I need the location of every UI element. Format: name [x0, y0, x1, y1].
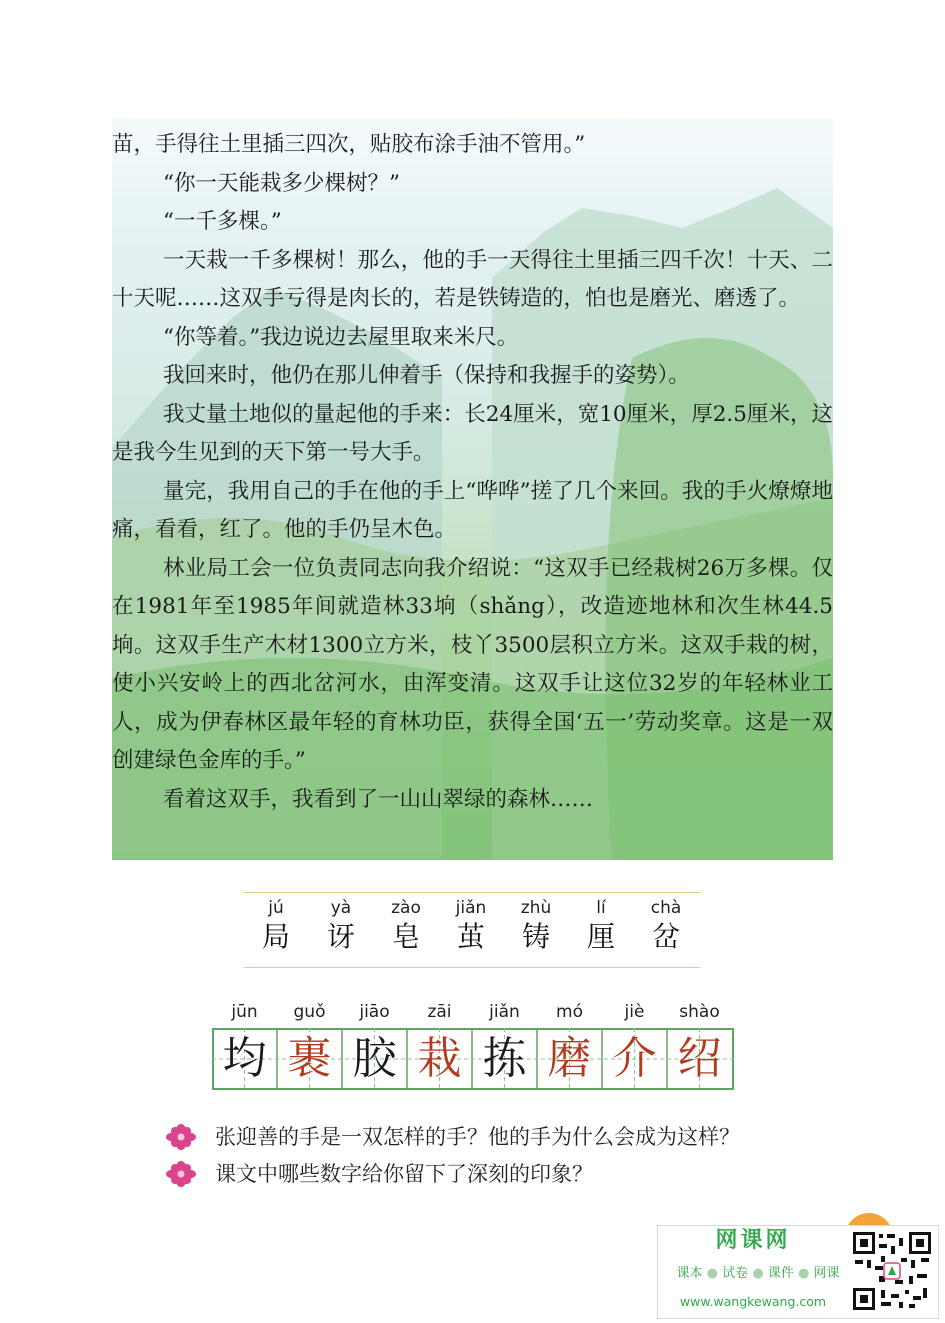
read-word-pinyin: chà	[650, 898, 682, 918]
read-words-strip	[244, 892, 700, 968]
write-word-pinyin	[472, 998, 537, 1026]
write-word-pinyin-text: zāi	[427, 1002, 452, 1022]
watermark-tag: 课件	[767, 1266, 794, 1281]
write-word-char: 胶	[352, 1033, 397, 1084]
read-word-pinyin: yà	[330, 898, 352, 918]
story-paragraph: 看着这双手，我看到了一山山翠绿的森林……	[163, 786, 594, 812]
write-word-pinyin	[537, 998, 602, 1026]
story-paragraph: 苗，手得往土里插三四次，贴胶布涂手油不管用。”	[112, 132, 586, 157]
read-word-char: 讶	[326, 920, 355, 953]
story-text	[112, 126, 833, 819]
story-paragraph: “一千多棵。”	[163, 209, 282, 234]
read-word-pinyin: lí	[596, 898, 606, 918]
write-word-char: 栽	[417, 1033, 462, 1084]
read-word	[246, 897, 306, 955]
write-word-char: 介	[612, 1033, 657, 1084]
write-word-char: 裹	[287, 1033, 332, 1084]
read-word	[311, 897, 371, 955]
watermark-tag: 课本	[676, 1266, 703, 1281]
write-word-pinyin-text: guǒ	[293, 1002, 326, 1022]
read-word-pinyin: jú	[268, 898, 284, 918]
qr-code-icon	[851, 1230, 933, 1312]
read-word-pinyin: zào	[391, 898, 421, 918]
write-word-pinyin	[342, 998, 407, 1026]
watermark-tags	[668, 1264, 848, 1284]
read-word-char: 茧	[456, 920, 485, 953]
write-word-pinyin	[407, 998, 472, 1026]
watermark-brand: 网课网	[715, 1228, 791, 1253]
story-paragraph: 我丈量土地似的量起他的手来：长24厘米，宽10厘米，厚2.5厘米，这是我今生见到的天下第一号大手。	[112, 401, 833, 465]
read-word	[506, 897, 566, 955]
write-word-char: 磨	[547, 1033, 592, 1084]
separator-dot-icon: ●	[752, 1266, 764, 1281]
write-word-pinyin-text: jūn	[231, 1002, 258, 1022]
question-text: 张迎善的手是一双怎样的手？他的手为什么会成为这样？	[215, 1125, 740, 1149]
write-word-pinyin	[212, 998, 277, 1026]
story-paragraph: 林业局工会一位负责同志向我介绍说：“这双手已经栽树26万多棵。仅在1981年至1985年间就造林33垧（shǎng），改造迹地林和次生林44.5垧。这双手生产木材1300立方米，枝丫3500层积立方米。这双手栽的树，使小兴安岭上的西北岔河水，由浑变清。这双手让这位32岁的年轻林业工人，成为伊春林区最年轻的育林功臣，获得全国‘五一’劳动奖章。这是一双创建绿色金库的手。”	[112, 555, 833, 773]
story-paragraph: 一天栽一千多棵树！那么，他的手一天得往土里插三四千次！十天、二十天呢……这双手亏得是肉长的，若是铁铸造的，怕也是磨光、磨透了。	[112, 247, 833, 311]
read-word-char: 厘	[586, 920, 615, 953]
write-word-pinyin-text: jiè	[624, 1002, 645, 1022]
watermark-tag: 网课	[813, 1266, 840, 1281]
write-word-pinyin-text: mó	[556, 1002, 583, 1022]
separator-dot-icon: ●	[706, 1266, 719, 1281]
write-word-pinyin	[667, 998, 732, 1026]
read-word	[441, 897, 501, 955]
write-word-pinyin	[602, 998, 667, 1026]
write-words-grid	[212, 998, 734, 1096]
write-word-char: 均	[222, 1033, 267, 1084]
read-word	[376, 897, 436, 955]
story-illustrated-panel	[112, 118, 833, 860]
separator-dot-icon: ●	[797, 1266, 810, 1281]
story-paragraph: 我回来时，他仍在那儿伸着手（保持和我握手的姿势）。	[163, 363, 690, 388]
write-word-pinyin-text: jiāo	[359, 1002, 390, 1022]
write-word-pinyin	[277, 998, 342, 1026]
write-word-char: 拣	[482, 1033, 527, 1084]
story-paragraph: 量完，我用自己的手在他的手上“哗哗”搓了几个来回。我的手火燎燎地痛，看看，红了。他的手仍呈木色。	[112, 478, 833, 542]
read-word-pinyin: zhù	[520, 898, 552, 918]
question-text: 课文中哪些数字给你留下了深刻的印象？	[215, 1162, 593, 1186]
watermark-tag: 试卷	[722, 1266, 749, 1281]
read-word-char: 皂	[391, 920, 420, 953]
story-paragraph: “你一天能栽多少棵树？”	[163, 170, 400, 196]
flower-bullet-icon	[165, 1124, 197, 1150]
read-word-char: 局	[261, 920, 290, 953]
read-word-char: 岔	[651, 920, 680, 953]
watermark-url[interactable]: www.wangkewang.com	[679, 1294, 827, 1309]
flower-bullet-icon	[165, 1161, 197, 1187]
watermark-badge	[657, 1225, 939, 1319]
read-word	[571, 897, 631, 955]
write-word-pinyin-text: jiǎn	[489, 1002, 520, 1022]
write-word-char: 绍	[677, 1033, 722, 1084]
write-word-pinyin-text: shào	[679, 1002, 720, 1022]
story-paragraph: “你等着。”我边说边去屋里取来米尺。	[163, 324, 519, 350]
read-word	[636, 897, 696, 955]
read-word-pinyin: jiǎn	[455, 898, 487, 918]
read-word-char: 铸	[521, 920, 550, 953]
